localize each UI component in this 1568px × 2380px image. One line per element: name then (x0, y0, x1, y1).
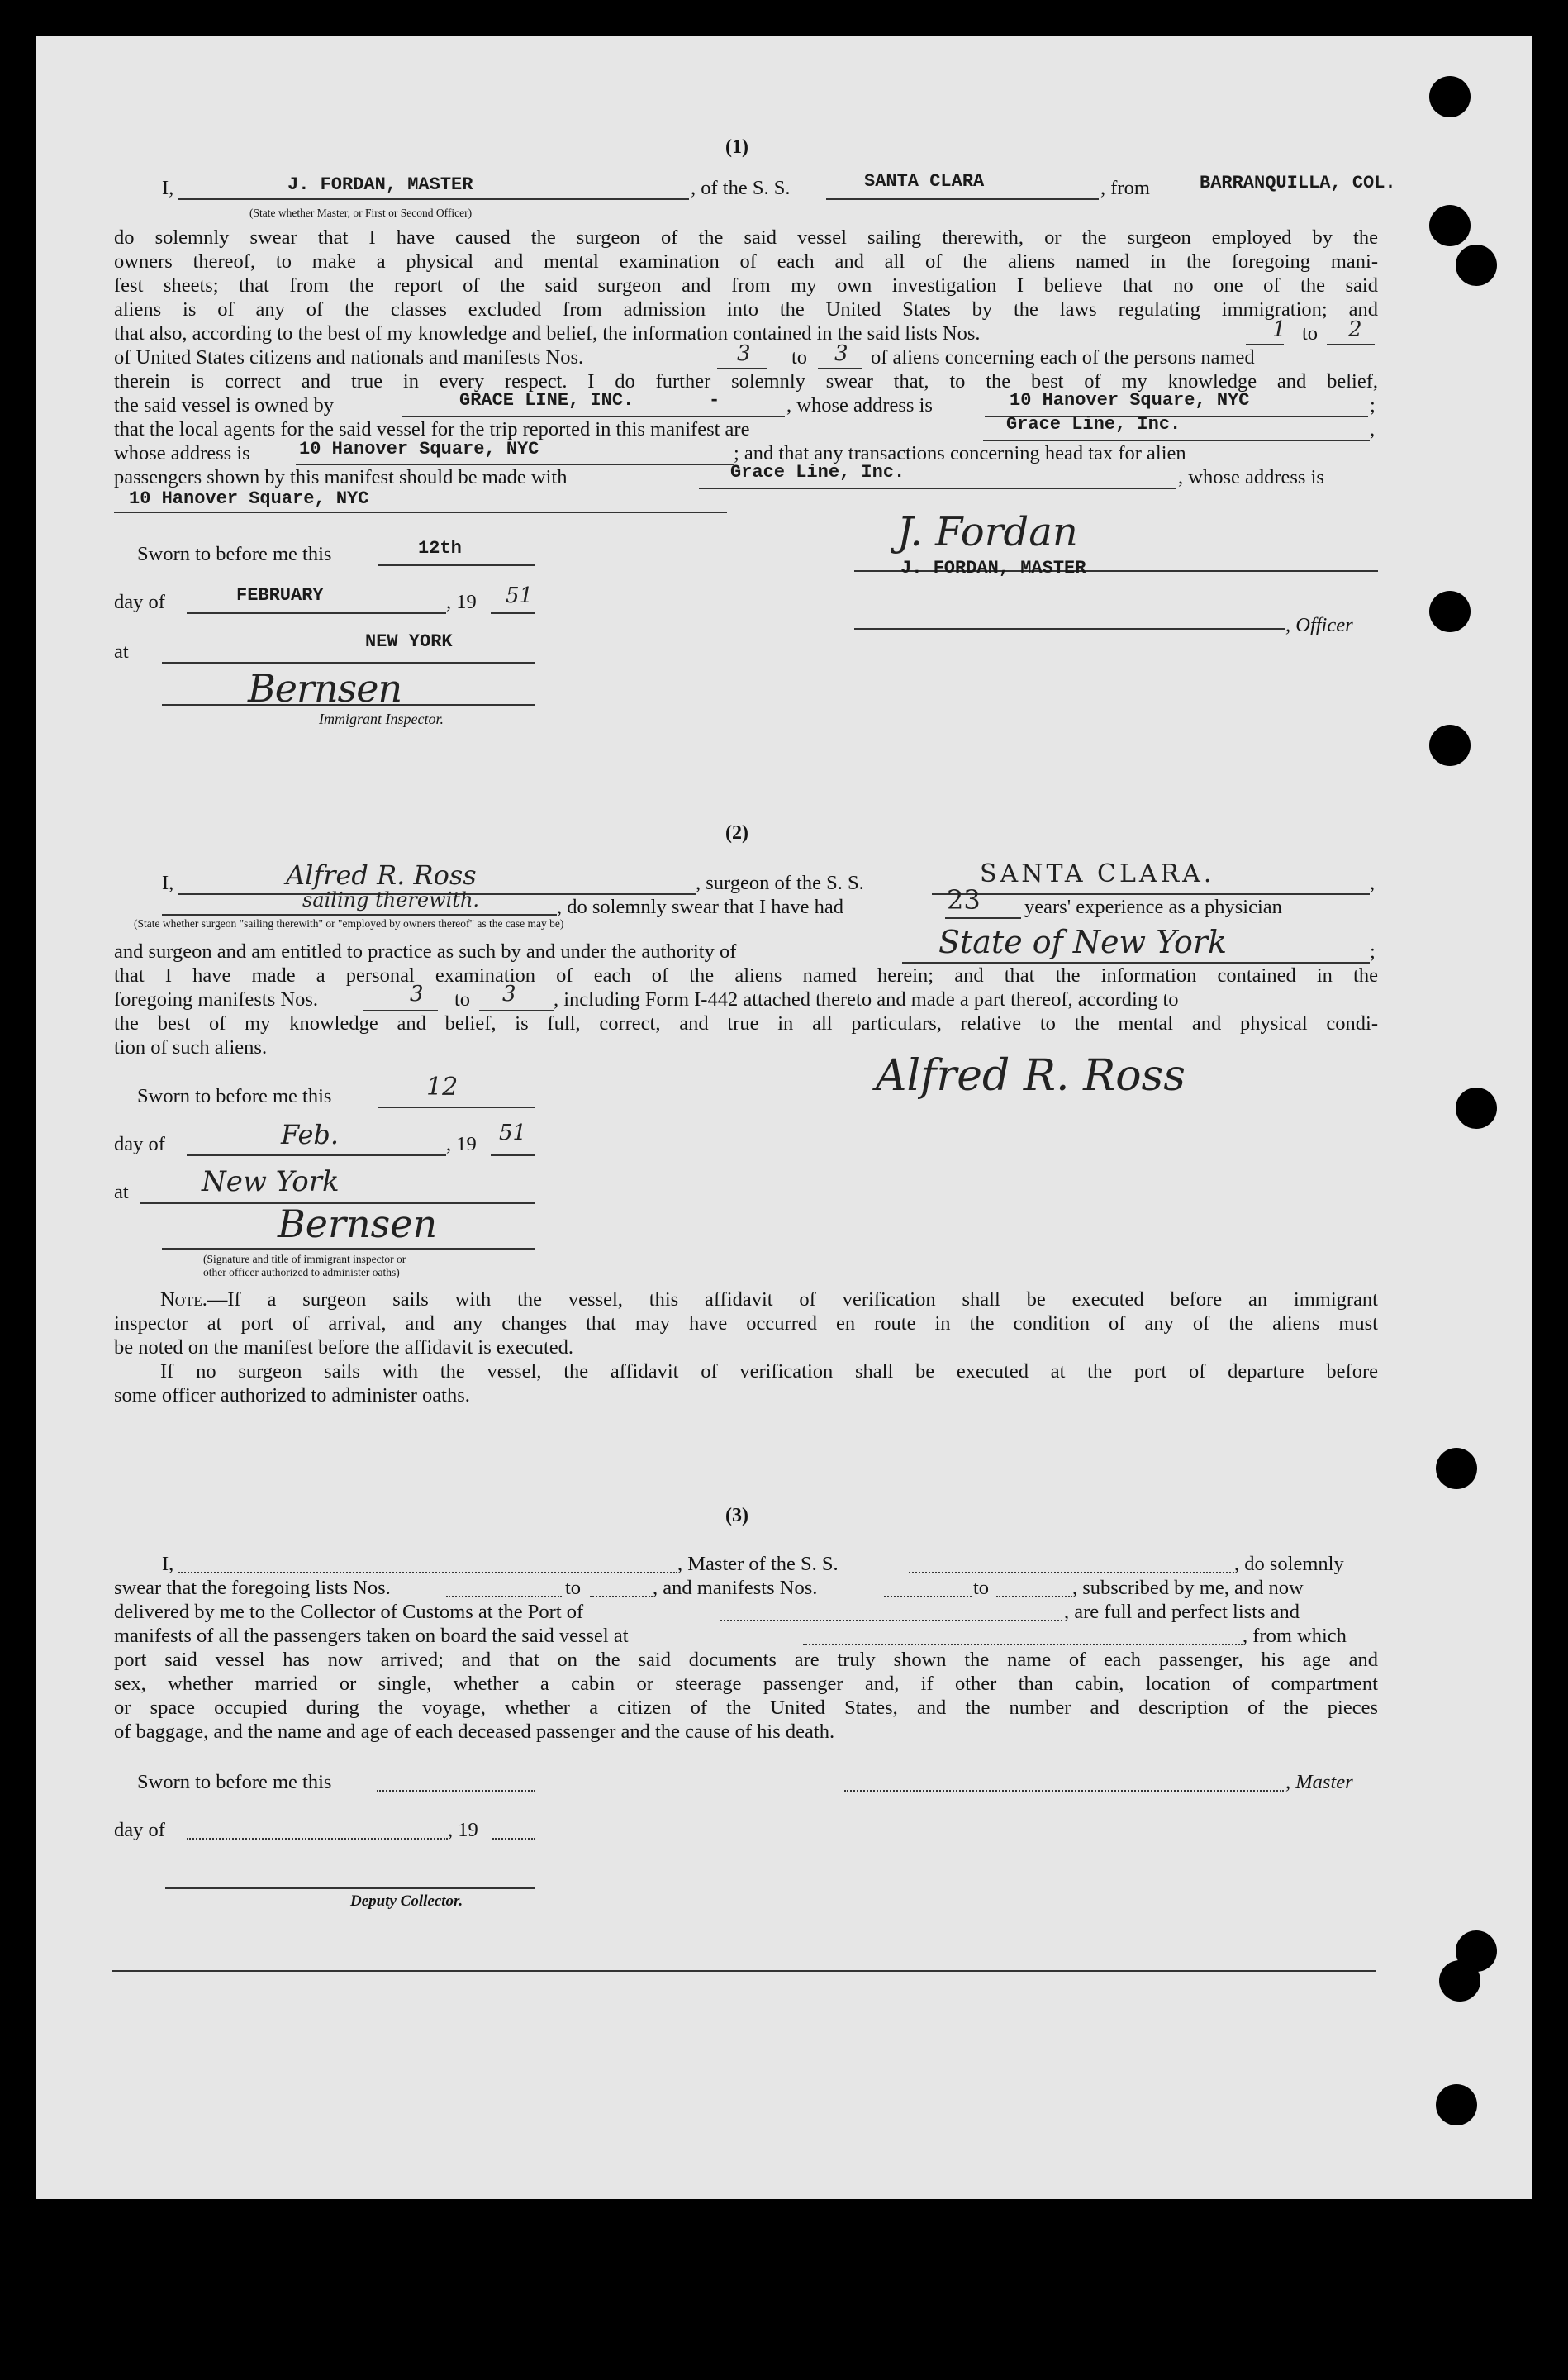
whose-address-is-end: , whose address is (1178, 466, 1324, 488)
surgeon-of-label: , surgeon of the S. S. (696, 872, 864, 894)
lists-to: 2 (1348, 317, 1362, 342)
swear-label: , do solemnly swear that I have had (557, 896, 843, 918)
punch-hole (1456, 1088, 1497, 1129)
sworn-place: New York (202, 1165, 340, 1198)
port-blank (720, 1613, 1062, 1621)
body-line: be noted on the manifest before the affidavit is executed. (114, 1336, 574, 1359)
owned-by-label: the said vessel is owned by (114, 394, 335, 416)
agents-label: that the local agents for the said vessel for the trip reported in this manifest are (114, 418, 750, 440)
body-line: port said vessel has now arrived; and that on the said documents are truly shown the name of each passenger, his age and (114, 1649, 1378, 1671)
punch-hole (1429, 725, 1471, 766)
master-caption: (State whether Master, or First or Second Officer) (249, 207, 473, 219)
years: 23 (947, 884, 981, 916)
section-number: (1) (725, 136, 748, 158)
sworn-label: Sworn to before me this (137, 1085, 332, 1107)
sworn-label: Sworn to before me this (137, 1771, 332, 1793)
inspector-caption: Immigrant Inspector. (319, 711, 444, 727)
comma: , (1370, 872, 1376, 894)
body-line: some officer authorized to administer oaths. (114, 1384, 470, 1407)
note-line-1 (114, 1288, 1378, 1311)
body-line: that I have made a personal examination of each of the aliens named herein; and that the information contained in the (114, 964, 1378, 987)
sworn-year: 51 (506, 583, 534, 608)
surgeon-signature: Alfred R. Ross (876, 1051, 1186, 1101)
i-label: I, (162, 872, 174, 894)
foregoing-label: foregoing manifests Nos. (114, 988, 318, 1011)
owner: GRACE LINE, INC. (459, 390, 634, 411)
master-name: J. FORDAN, MASTER (287, 174, 473, 195)
master-signature-blank (844, 1783, 1284, 1792)
lists-from: 1 (1272, 317, 1286, 342)
master-of-label: , Master of the S. S. (677, 1553, 839, 1575)
collector-signature-line (165, 1869, 535, 1889)
bottom-rule (112, 1952, 1376, 1972)
sworn-year: 51 (499, 1121, 527, 1145)
i-label: I, (162, 177, 174, 199)
sworn-day-blank (377, 1783, 535, 1792)
punch-hole (1436, 1448, 1477, 1489)
agents: Grace Line, Inc. (1006, 414, 1181, 435)
lists-from-blank (446, 1589, 562, 1597)
of-ss-label: , of the S. S. (691, 177, 791, 199)
section-number: (2) (725, 822, 748, 844)
semicolon: ; (1370, 940, 1376, 963)
i-label: I, (162, 1553, 174, 1575)
status-caption: (State whether surgeon "sailing therewith" or "employed by owners thereof" as the case may be) (134, 917, 564, 930)
punch-hole (1456, 245, 1497, 286)
sworn-place: NEW YORK (365, 631, 453, 652)
sworn-day: 12th (418, 538, 462, 559)
owner-dash: - (709, 390, 720, 411)
to-label: to (791, 346, 808, 369)
inspector-caption: other officer authorized to administer oaths) (203, 1266, 400, 1278)
foregoing-rest: , including Form I-442 attached thereto and made a part thereof, according to (554, 988, 1179, 1011)
inspector-signature-line (162, 686, 535, 706)
manifests-to: 3 (834, 341, 848, 366)
day-of-label: day of (114, 591, 165, 613)
year-prefix: , 19 (446, 591, 477, 613)
ship-blank (909, 1565, 1234, 1573)
semicolon: ; (1370, 394, 1376, 416)
day-of-label: day of (114, 1819, 165, 1841)
from-which-label: , from which (1243, 1625, 1347, 1647)
sailing-status: sailing therewith. (302, 888, 480, 912)
note-text: —If a surgeon sails with the vessel, this affidavit of verification shall be executed before an immigrant (207, 1288, 1378, 1311)
master-caption: , Master (1285, 1771, 1353, 1793)
body-line: of baggage, and the name and age of each deceased passenger and the cause of his death. (114, 1721, 835, 1743)
inspector-caption: (Signature and title of immigrant inspector or (203, 1253, 406, 1265)
full-label: , are full and perfect lists and (1064, 1601, 1300, 1623)
body-line: sex, whether married or single, whether a cabin or steerage passenger and, if other than cabin, location of compartment (114, 1673, 1378, 1695)
comma: , (1370, 418, 1376, 440)
inspector-signature: Bernsen (248, 666, 402, 711)
year-blank (492, 1831, 535, 1840)
body-line: inspector at port of arrival, and any changes that may have occurred en route in the condition of any of the aliens must (114, 1312, 1378, 1335)
sworn-day: 12 (426, 1073, 459, 1102)
body-line: tion of such aliens. (114, 1036, 268, 1059)
sworn-place-line (162, 644, 535, 664)
punch-hole (1439, 1960, 1480, 2002)
and-manifests-label: , and manifests Nos. (653, 1577, 818, 1599)
swear-lists-label: swear that the foregoing lists Nos. (114, 1577, 391, 1599)
whose-address-label: , whose address is (786, 394, 933, 416)
inspector-signature: Bernsen (278, 1202, 438, 1246)
lists-to-blank (590, 1589, 653, 1597)
body-line: the best of my knowledge and belief, is full, correct, and true in all particulars, relative to the mental and physical condi- (114, 1012, 1378, 1035)
manifests-text: of United States citizens and nationals and manifests Nos. (114, 346, 584, 369)
manifests-from: 3 (737, 341, 751, 366)
to-label: to (1302, 322, 1319, 345)
note-label: Note. (160, 1288, 207, 1311)
sworn-month: FEBRUARY (236, 585, 324, 606)
officer-signature: J. Fordan (897, 509, 1078, 555)
punch-hole (1429, 591, 1471, 632)
passengers-label: passengers shown by this manifest should be made with (114, 466, 568, 488)
head-tax-label: ; and that any transactions concerning head tax for alien (734, 442, 1186, 464)
delivered-label: delivered by me to the Collector of Customs at the Port of (114, 1601, 584, 1623)
manifests-from-line (363, 992, 438, 1011)
day-of-label: day of (114, 1133, 165, 1155)
solemnly-label: , do solemnly (1234, 1553, 1344, 1575)
from-port: BARRANQUILLA, COL. (1200, 173, 1396, 193)
punch-hole (1429, 76, 1471, 117)
manifests-text-b: of aliens concerning each of the persons named (871, 346, 1255, 369)
authority: State of New York (938, 924, 1228, 960)
from-label: , from (1100, 177, 1150, 199)
owner-address: 10 Hanover Square, NYC (1010, 390, 1250, 411)
years-label: years' experience as a physician (1024, 896, 1282, 918)
body-line: fest sheets; that from the report of the said surgeon and from my own investigation I believe that no one of the said (114, 274, 1378, 297)
sworn-month: Feb. (281, 1119, 340, 1150)
lists-text: that also, according to the best of my knowledge and belief, the information contained in the said lists Nos. (114, 322, 981, 345)
body-line: or space occupied during the voyage, whether a citizen of the United States, and the number and description of the pieces (114, 1697, 1378, 1719)
manifests-from-blank (884, 1589, 972, 1597)
master-blank (178, 1565, 677, 1573)
body-line: do solemnly swear that I have caused the surgeon of the said vessel sailing therewith, or the surgeon employed by the (114, 226, 1378, 249)
body-line: owners thereof, to make a physical and mental examination of each and all of the aliens named in the foregoing mani- (114, 250, 1378, 273)
ship-name: SANTA CLARA. (980, 859, 1215, 888)
year-prefix: , 19 (446, 1133, 477, 1155)
body-line: If no surgeon sails with the vessel, the affidavit of verification shall be executed at the port of departure before (160, 1360, 1378, 1383)
manifests-label: manifests of all the passengers taken on board the said vessel at (114, 1625, 629, 1647)
to-label: to (454, 988, 471, 1011)
punch-hole (1436, 2084, 1477, 2125)
authority-label: and surgeon and am entitled to practice as such by and under the authority of (114, 940, 737, 963)
at-label: at (114, 1181, 129, 1203)
whose-address-is-label: whose address is (114, 442, 250, 464)
subscribed-label: , subscribed by me, and now (1072, 1577, 1304, 1599)
body-line: aliens is of any of the classes excluded from admission into the United States by the laws regulating immigration; and (114, 298, 1378, 321)
officer-line (854, 610, 1285, 630)
surgeon-name: Alfred R. Ross (286, 859, 477, 891)
officer-typed: J. FORDAN, MASTER (900, 558, 1086, 578)
manifests-to-line (479, 992, 554, 1011)
body-line: therein is correct and true in every respect. I do further solemnly swear that, to the best of my knowledge and belief, (114, 370, 1378, 393)
port-at-blank (803, 1637, 1243, 1645)
head-tax-with: Grace Line, Inc. (730, 462, 905, 483)
agents-address: 10 Hanover Square, NYC (299, 439, 539, 459)
manifests-to-blank (996, 1589, 1072, 1597)
to-label: to (973, 1577, 990, 1599)
at-label: at (114, 640, 129, 663)
officer-caption: , Officer (1285, 614, 1353, 636)
section-number: (3) (725, 1505, 748, 1526)
year-prefix: , 19 (448, 1819, 478, 1841)
punch-hole (1429, 205, 1471, 246)
inspector-signature-line (162, 1230, 535, 1250)
head-tax-address: 10 Hanover Square, NYC (129, 488, 369, 509)
manifests-from: 3 (410, 982, 424, 1007)
sworn-label: Sworn to before me this (137, 543, 332, 565)
collector-caption: Deputy Collector. (350, 1892, 463, 1910)
manifests-to: 3 (502, 982, 516, 1007)
ship-name: SANTA CLARA (864, 171, 985, 192)
month-blank (187, 1831, 448, 1840)
to-label: to (565, 1577, 582, 1599)
